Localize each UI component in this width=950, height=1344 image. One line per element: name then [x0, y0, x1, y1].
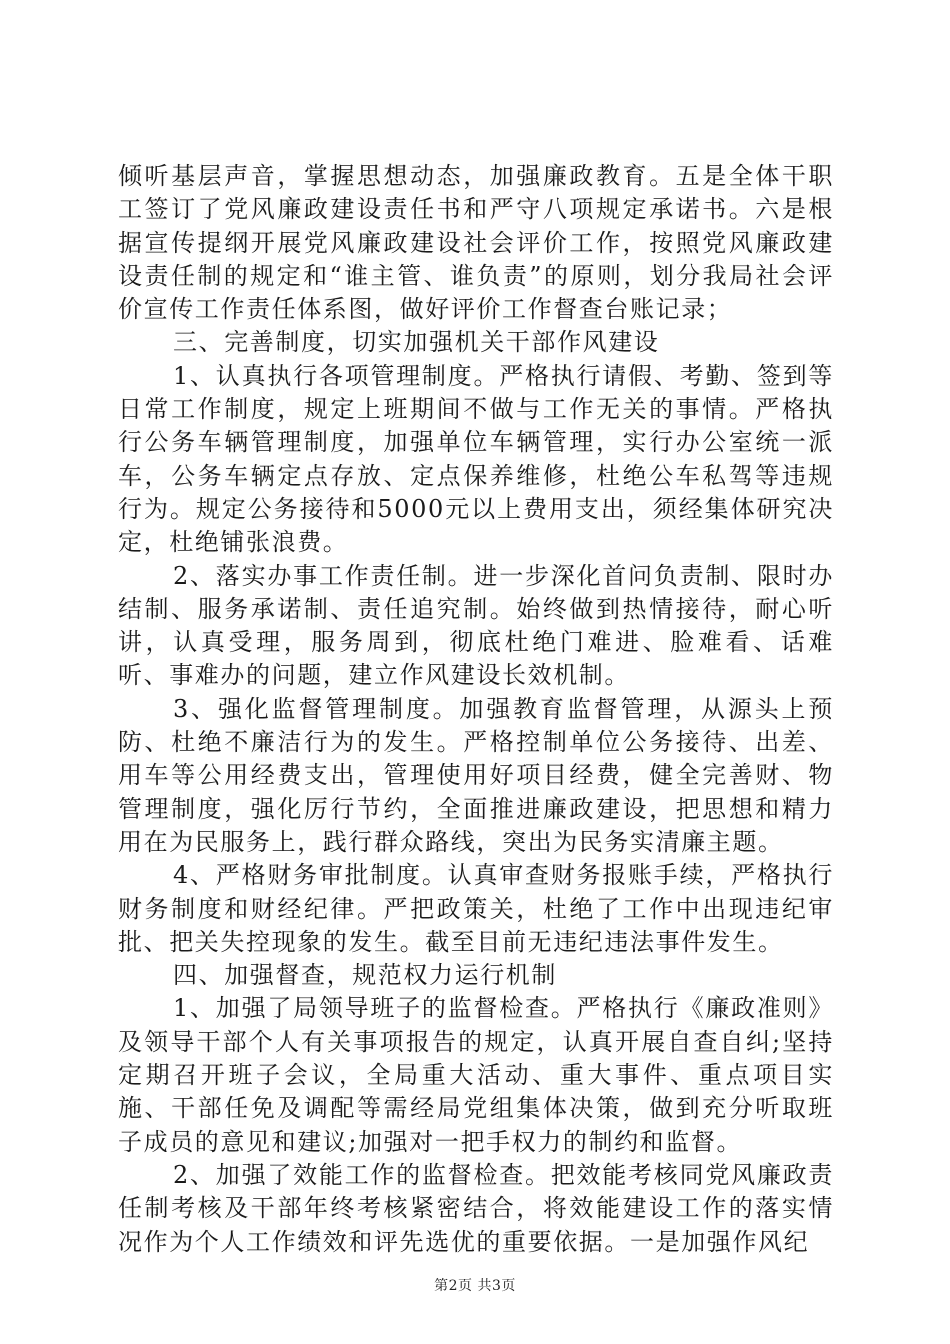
section-heading-3: 三、完善制度，切实加强机关干部作风建设	[173, 328, 660, 357]
paragraph-3-4: 4、严格财务审批制度。认真审查财务报账手续，严格执行财务制度和财经纪律。严把政策关，杜绝了工作中出现违纪审批、把关失控现象的发生。截至目前无违纪违法事件发生。	[118, 861, 834, 956]
paragraph-continuation: 倾听基层声音，掌握思想动态，加强廉政教育。五是全体干职工签订了党风廉政建设责任书和严守八项规定承诺书。六是根据宣传提纲开展党风廉政建设社会评价工作，按照党风廉政建设责任制的规定和“谁主管、谁负责”的原则，划分我局社会评价宣传工作责任体系图，做好评价工作督查台账记录；	[118, 162, 834, 324]
page-number-footer: 第2页 共3页	[434, 1278, 516, 1294]
paragraph-3-1: 1、认真执行各项管理制度。严格执行请假、考勤、签到等日常工作制度，规定上班期间不做与工作无关的事情。严格执行公务车辆管理制度，加强单位车辆管理，实行办公室统一派车，公务车辆定点存放、定点保养维修，杜绝公车私驾等违规行为。规定公务接待和5000元以上费用支出，须经集体研究决定，杜绝铺张浪费。	[118, 361, 834, 557]
paragraph-4-2: 2、加强了效能工作的监督检查。把效能考核同党风廉政责任制考核及干部年终考核紧密结合，将效能建设工作的落实情况作为个人工作绩效和评先选优的重要依据。一是加强作风纪	[118, 1160, 834, 1256]
paragraph-4-1: 1、加强了局领导班子的监督检查。严格执行《廉政准则》及领导干部个人有关事项报告的规定，认真开展自查自纠;坚持定期召开班子会议，全局重大活动、重大事件、重点项目实施、干部任免及调配等需经局党组集体决策，做到充分听取班子成员的意见和建议;加强对一把手权力的制约和监督。	[118, 994, 834, 1156]
document-body	[118, 160, 834, 1259]
paragraph-3-2: 2、落实办事工作责任制。进一步深化首问负责制、限时办结制、服务承诺制、责任追究制。始终做到热情接待，耐心听讲，认真受理，服务周到，彻底杜绝门难进、脸难看、话难听、事难办的问题，建立作风建设长效机制。	[118, 561, 834, 690]
paragraph-3-3: 3、强化监督管理制度。加强教育监督管理，从源头上预防、杜绝不廉洁行为的发生。严格控制单位公务接待、出差、用车等公用经费支出，管理使用好项目经费，健全完善财、物管理制度，强化厉行节约，全面推进廉政建设，把思想和精力用在为民服务上，践行群众路线，突出为民务实清廉主题。	[118, 694, 834, 856]
section-heading-4: 四、加强督查，规范权力运行机制	[173, 961, 557, 990]
